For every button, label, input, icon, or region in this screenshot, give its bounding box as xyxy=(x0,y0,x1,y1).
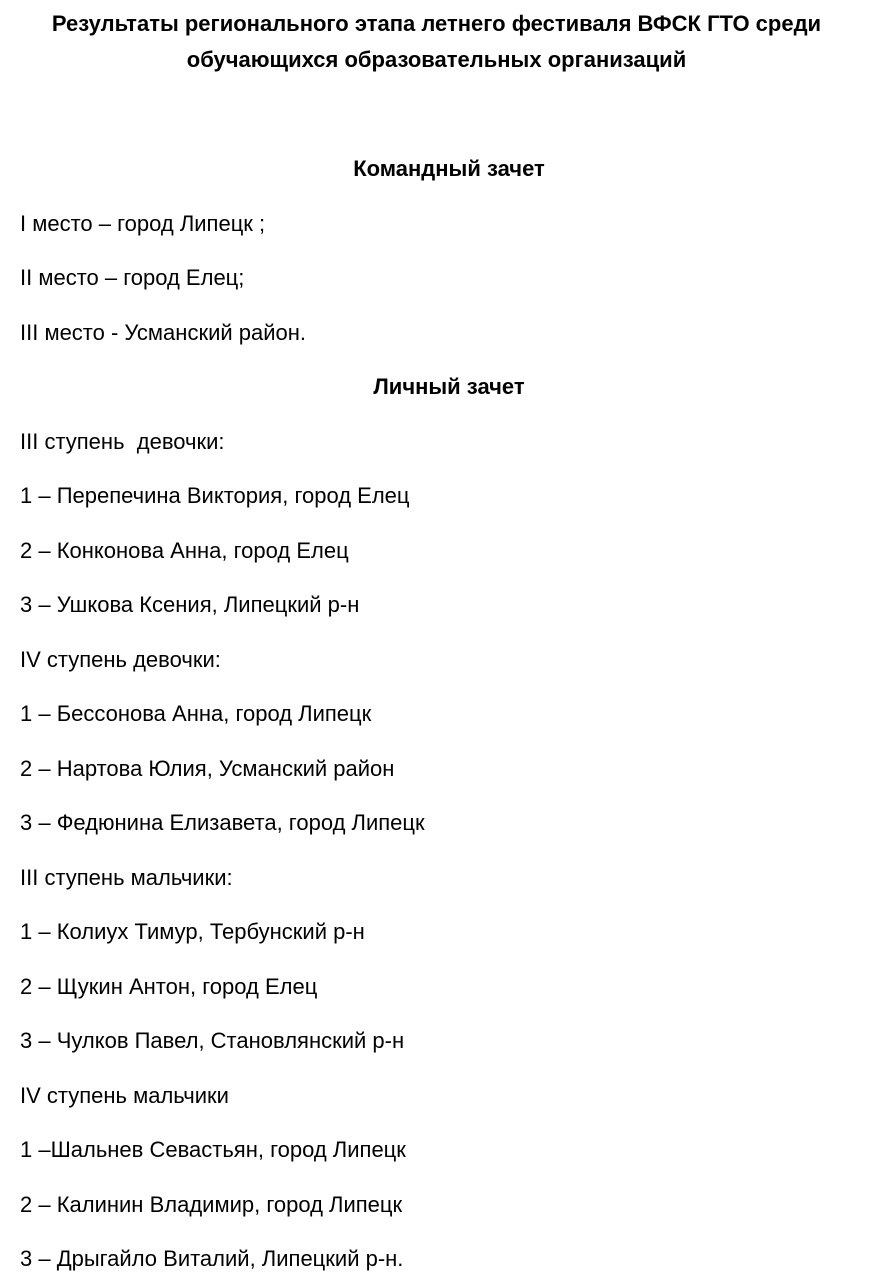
result-row: 3 – Федюнина Елизавета, город Липецк xyxy=(20,810,425,835)
result-row: 1 – Перепечина Виктория, город Елец xyxy=(20,483,410,508)
group-label-boys-iii: III ступень мальчики: xyxy=(20,865,233,890)
team-place-3: III место - Усманский район. xyxy=(20,320,307,345)
result-row: 1 – Бессонова Анна, город Липецк xyxy=(20,701,372,726)
document-title xyxy=(40,6,833,78)
team-place-2: II место – город Елец; xyxy=(20,265,245,290)
result-row: 2 – Конконова Анна, город Елец xyxy=(20,538,349,563)
title-line-2: обучающихся образовательных организаций xyxy=(186,47,687,72)
result-row: 3 – Чулков Павел, Становлянский р-н xyxy=(20,1028,405,1053)
team-place-1: I место – город Липецк ; xyxy=(20,211,266,236)
result-row: 2 – Щукин Антон, город Елец xyxy=(20,974,318,999)
result-row: 2 – Калинин Владимир, город Липецк xyxy=(20,1192,403,1217)
result-row: 3 – Дрыгайло Виталий, Липецкий р-н. xyxy=(20,1246,404,1271)
result-row: 1 –Шальнев Севастьян, город Липецк xyxy=(20,1137,406,1162)
title-line-1: Результаты регионального этапа летнего фестиваля ВФСК ГТО среди xyxy=(51,11,822,36)
group-label-girls-iv: IV ступень девочки: xyxy=(20,647,221,672)
result-row: 3 – Ушкова Ксения, Липецкий р-н xyxy=(20,592,360,617)
result-row: 1 – Колиух Тимур, Тербунский р-н xyxy=(20,919,365,944)
group-label-girls-iii: III ступень девочки: xyxy=(20,429,225,454)
team-results-heading: Командный зачет xyxy=(353,156,545,181)
result-row: 2 – Нартова Юлия, Усманский район xyxy=(20,756,395,781)
group-label-boys-iv: IV ступень мальчики xyxy=(20,1083,229,1108)
individual-results-heading: Личный зачет xyxy=(373,374,525,399)
